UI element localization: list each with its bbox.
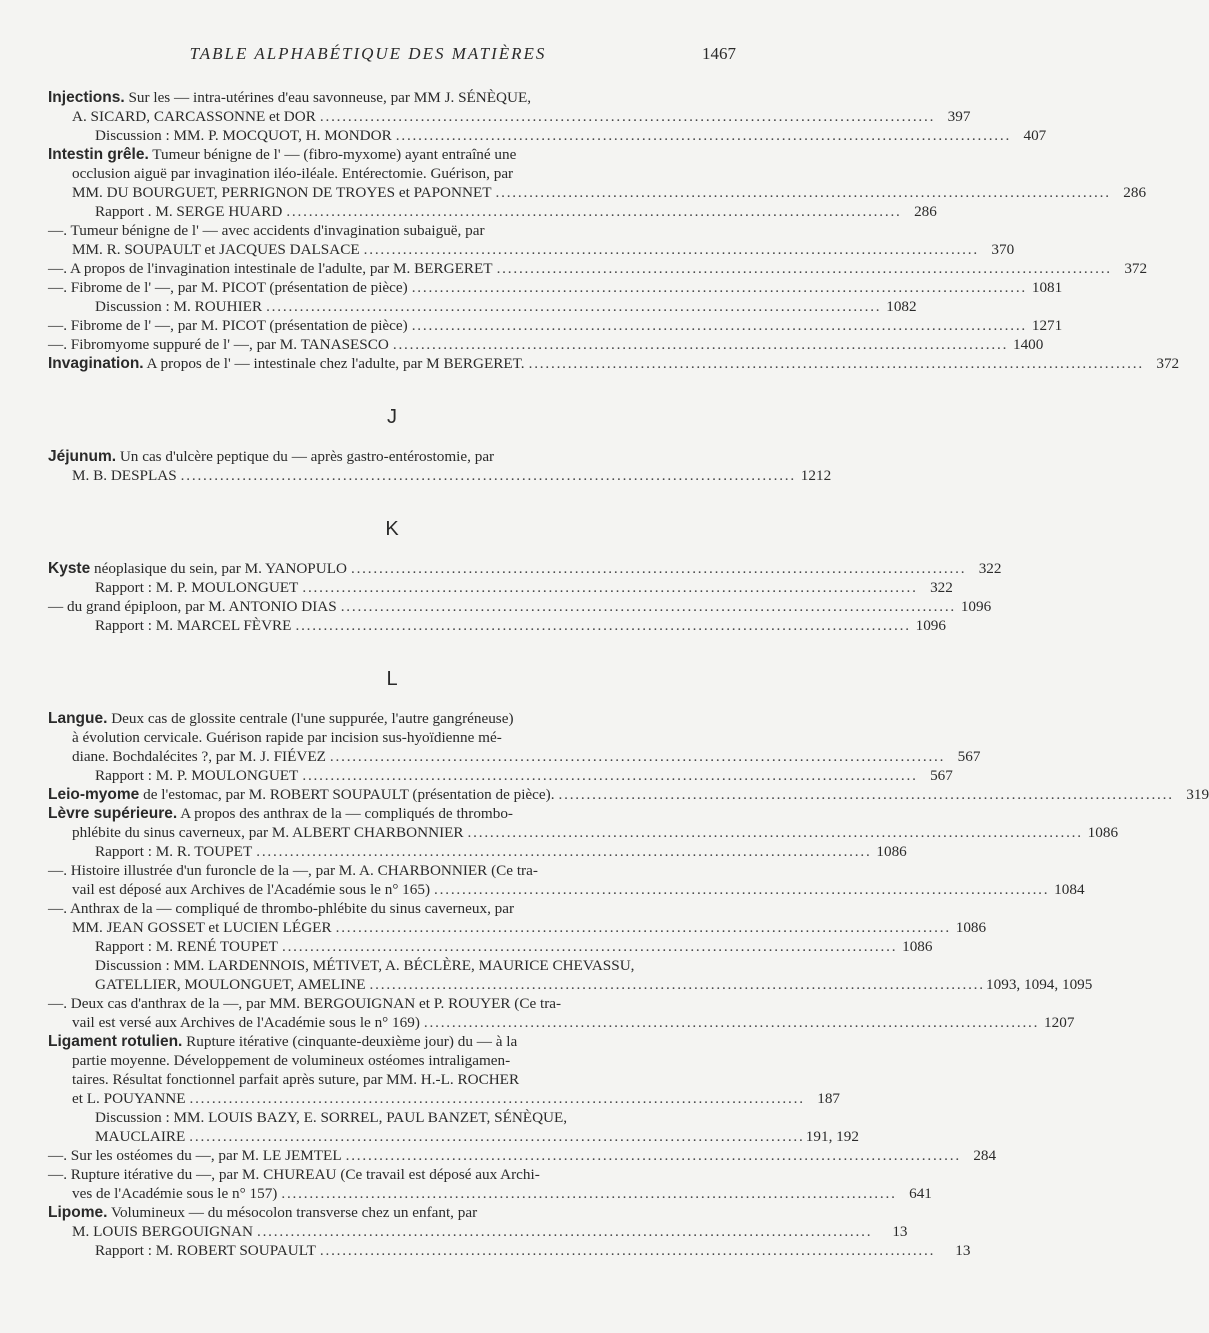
entry-body: Discussion : MM. LARDENNOIS, MÉTIVET, A. BÉCLÈRE, MAURICE CHEVASSU, [95, 957, 635, 974]
entry-body: —. Fibrome de l' —, par M. PICOT (présentation de pièce) [48, 279, 408, 296]
entry-body: Rapport : M. RENÉ TOUPET [95, 938, 278, 955]
index-entry-line [48, 183, 1147, 202]
entry-text [95, 766, 298, 785]
entry-text [48, 145, 516, 164]
entry-page-ref: 1096 [915, 617, 946, 634]
entry-body: A propos de l' — intestinale chez l'adulte, par M BERGERET. [143, 355, 525, 372]
entry-keyword: Jéjunum. [48, 448, 117, 465]
entry-keyword: Injections. [48, 89, 125, 106]
dot-leader [346, 1146, 959, 1165]
index-entry-line [48, 335, 1044, 354]
index-entry-line [48, 1032, 736, 1051]
dot-leader [320, 1241, 933, 1260]
entry-body: taires. Résultat fonctionnel parfait après suture, par MM. H.-L. ROCHER [72, 1071, 520, 1088]
entry-page-ref: 372 [1156, 355, 1180, 372]
entry-body: Rupture itérative (cinquante-deuxième jour) du — à la [182, 1033, 518, 1050]
entry-keyword: Invagination. [48, 355, 144, 372]
entry-text [72, 728, 502, 747]
entry-text [48, 1146, 342, 1165]
entry-body: —. Fibrome de l' —, par M. PICOT (présentation de pièce) [48, 317, 408, 334]
entry-page-ref: 1082 [886, 298, 917, 315]
dot-leader [281, 1184, 894, 1203]
dot-leader [412, 316, 1025, 335]
entry-body: Volumineux — du mésocolon transverse chez un enfant, par [107, 1204, 478, 1221]
entry-text [72, 747, 326, 766]
index-entry-line [48, 221, 736, 240]
entry-page-ref: 1081 [1031, 279, 1063, 296]
entry-body: néoplasique du sein, par M. YANOPULO [90, 560, 347, 577]
entry-body: à évolution cervicale. Guérison rapide par incision sus-hyoïdienne mé- [72, 729, 502, 746]
entry-text [48, 1032, 517, 1051]
entry-text [72, 183, 492, 202]
entry-body: Sur les — intra-utérines d'eau savonneuse, par MM J. SÉNÈQUE, [124, 89, 532, 106]
entry-text [72, 107, 316, 126]
entry-text [48, 709, 514, 728]
dot-leader [529, 354, 1142, 373]
entry-body: phlébite du sinus caverneux, par M. ALBERT CHARBONNIER [72, 824, 464, 841]
entry-text [72, 466, 177, 485]
index-entry-line [48, 240, 1015, 259]
entry-body: —. Rupture itérative du —, par M. CHUREAU (Ce travail est déposé aux Archi- [48, 1166, 540, 1183]
index-entry-line [48, 126, 1047, 145]
index-entry-line [48, 918, 987, 937]
entry-body: Rapport : M. P. MOULONGUET [95, 767, 299, 784]
index-entry-line [48, 785, 1209, 804]
entry-text [95, 126, 392, 145]
entry-body: Rapport : M. P. MOULONGUET [95, 579, 299, 596]
entry-body: —. Histoire illustrée d'un furoncle de la —, par M. A. CHARBONNIER (Ce tra- [48, 862, 538, 879]
entry-text [48, 335, 389, 354]
index-entry-line [48, 447, 736, 466]
entry-page-ref: 370 [991, 241, 1015, 258]
entry-text [48, 278, 408, 297]
index-entry-line [48, 861, 736, 880]
entry-text [48, 861, 538, 880]
entry-text [48, 316, 408, 335]
entry-text [95, 956, 634, 975]
dot-leader [189, 1089, 802, 1108]
index-entry-line [48, 1241, 971, 1260]
entry-text [72, 240, 360, 259]
entry-page-ref: 13 [955, 1242, 971, 1259]
running-title: TABLE ALPHABÉTIQUE DES MATIÈRES [189, 44, 547, 63]
index-entry-line [48, 297, 917, 316]
entry-page-ref: 286 [914, 203, 937, 220]
index-entry-line [48, 956, 736, 975]
entry-page-ref: 191, 192 [805, 1128, 859, 1145]
entry-body: A propos des anthrax de la — compliqués de thrombo- [177, 805, 513, 822]
entry-body: vail est versé aux Archives de l'Académie sous le n° 169) [72, 1014, 420, 1031]
entry-page-ref: 319 [1186, 786, 1209, 803]
index-entry-line [48, 1070, 736, 1089]
entry-text [48, 221, 485, 240]
dot-leader [320, 107, 933, 126]
entry-page-ref: 567 [957, 748, 981, 765]
index-entry-line [48, 899, 736, 918]
entry-body: ves de l'Académie sous le n° 157) [72, 1185, 278, 1202]
section-spacer [48, 485, 736, 499]
entry-page-ref: 13 [892, 1223, 908, 1240]
index-entry-line [48, 747, 981, 766]
entry-body: Un cas d'ulcère peptique du — après gastro-entérostomie, par [116, 448, 495, 465]
entry-page-ref: 187 [817, 1090, 840, 1107]
entry-page-ref: 372 [1124, 260, 1148, 277]
dot-leader [302, 578, 915, 597]
entry-page-ref: 1086 [1087, 824, 1119, 841]
index-entry-line [48, 1108, 736, 1127]
entry-keyword: Intestin grêle. [48, 146, 149, 163]
entry-text [72, 823, 464, 842]
index-entry-line [48, 766, 953, 785]
index-entry-line [48, 597, 992, 616]
section-spacer [48, 635, 736, 649]
entry-keyword: Leio-myome [48, 786, 140, 803]
entry-page-ref: 641 [909, 1185, 932, 1202]
index-entry-line [48, 728, 736, 747]
entry-body: partie moyenne. Développement de volumineux ostéomes intraligamen- [72, 1052, 511, 1069]
dot-leader [256, 842, 869, 861]
entry-body: —. Deux cas d'anthrax de la —, par MM. BERGOUIGNAN et P. ROUYER (Ce tra- [48, 995, 562, 1012]
entry-text [48, 785, 555, 804]
index-entry-line [48, 709, 736, 728]
entry-text [95, 578, 298, 597]
entry-text [95, 842, 252, 861]
entry-page-ref: 1084 [1054, 881, 1085, 898]
entry-body: Rapport . M. SERGE HUARD [95, 203, 283, 220]
dot-leader [434, 880, 1047, 899]
entry-body: Discussion : M. ROUHIER [95, 298, 263, 315]
entry-keyword: Langue. [48, 710, 108, 727]
entry-body: MM. R. SOUPAULT et JACQUES DALSACE [72, 241, 360, 258]
index-content [48, 88, 1209, 1260]
dot-leader [393, 335, 1006, 354]
index-entry-line [48, 1089, 840, 1108]
entry-text [95, 1241, 316, 1260]
entry-text [48, 354, 525, 373]
entry-text [72, 1013, 420, 1032]
entry-page-ref: 1086 [876, 843, 907, 860]
dot-leader [364, 240, 977, 259]
dot-leader [181, 466, 794, 485]
index-entry-line [48, 1127, 859, 1146]
index-entry-line [48, 354, 1180, 373]
index-entry-line [48, 466, 832, 485]
entry-page-ref: 322 [978, 560, 1002, 577]
entry-text [72, 1222, 253, 1241]
entry-body: Discussion : MM. LOUIS BAZY, E. SORREL, PAUL BANZET, SÉNÈQUE, [95, 1109, 568, 1126]
entry-text [72, 1051, 510, 1070]
entry-body: M. LOUIS BERGOUIGNAN [72, 1223, 253, 1240]
index-entry-line [48, 88, 736, 107]
page-header [48, 44, 736, 70]
index-entry-line [48, 107, 971, 126]
entry-text [72, 1070, 519, 1089]
entry-page-ref: 407 [1023, 127, 1047, 144]
entry-page-ref: 322 [930, 579, 953, 596]
entry-body: A. SICARD, CARCASSONNE et DOR [72, 108, 316, 125]
dot-leader [351, 559, 964, 578]
dot-leader [341, 597, 954, 616]
entry-text [48, 899, 514, 918]
entry-text [95, 616, 291, 635]
entry-keyword: Ligament rotulien. [48, 1033, 183, 1050]
entry-text [48, 559, 347, 578]
entry-body: —. A propos de l'invagination intestinale de l'adulte, par M. BERGERET [48, 260, 493, 277]
entry-text [48, 88, 531, 107]
entry-text [72, 1184, 277, 1203]
dot-leader [286, 202, 899, 221]
index-entry-line [48, 1222, 908, 1241]
entry-body: — du grand épiploon, par M. ANTONIO DIAS [48, 598, 337, 615]
entry-body: Rapport : M. ROBERT SOUPAULT [95, 1242, 316, 1259]
index-entry-line [48, 259, 1148, 278]
section-spacer [48, 373, 736, 387]
entry-text [72, 918, 332, 937]
entry-text [95, 937, 278, 956]
index-entry-line [48, 164, 736, 183]
index-entry-line [48, 975, 1093, 994]
dot-leader [497, 259, 1110, 278]
entry-body: MM. DU BOURGUET, PERRIGNON DE TROYES et PAPONNET [72, 184, 492, 201]
index-entry-line [48, 994, 736, 1013]
entry-text [95, 1127, 185, 1146]
entry-body: de l'estomac, par M. ROBERT SOUPAULT (présentation de pièce). [139, 786, 555, 803]
index-entry-line [48, 1203, 736, 1222]
entry-text [48, 447, 494, 466]
dot-leader [282, 937, 895, 956]
index-entry-line [48, 578, 953, 597]
entry-text [95, 297, 262, 316]
index-entry-line [48, 278, 1063, 297]
entry-text [48, 804, 513, 823]
dot-leader [266, 297, 879, 316]
entry-body: —. Sur les ostéomes du —, par M. LE JEMTEL [48, 1147, 342, 1164]
entry-text [72, 164, 513, 183]
index-entry-line [48, 823, 1119, 842]
page-number: 1467 [702, 44, 736, 63]
dot-leader [257, 1222, 870, 1241]
entry-page-ref: 567 [930, 767, 953, 784]
entry-text [48, 259, 493, 278]
index-entry-line [48, 1013, 1075, 1032]
entry-text [72, 880, 430, 899]
section-letter: K [385, 518, 399, 540]
entry-body: —. Anthrax de la — compliqué de thrombo-phlébite du sinus caverneux, par [48, 900, 515, 917]
entry-body: M. B. DESPLAS [72, 467, 177, 484]
section-letter: J [387, 406, 397, 428]
entry-body: Rapport : M. R. TOUPET [95, 843, 253, 860]
entry-body: diane. Bochdalécites ?, par M. J. FIÉVEZ [72, 748, 326, 765]
index-entry-line [48, 880, 1085, 899]
entry-text [48, 1203, 477, 1222]
index-entry-line [48, 1051, 736, 1070]
entry-body: Tumeur bénigne de l' — (fibro-myxome) ayant entraîné une [148, 146, 517, 163]
dot-leader [336, 918, 949, 937]
entry-page-ref: 286 [1123, 184, 1147, 201]
dot-leader [295, 616, 908, 635]
index-entry-line [48, 937, 933, 956]
entry-body: Discussion : MM. P. MOCQUOT, H. MONDOR [95, 127, 392, 144]
dot-leader [370, 975, 983, 994]
entry-text [48, 994, 561, 1013]
entry-keyword: Lèvre supérieure. [48, 805, 178, 822]
dot-leader [424, 1013, 1037, 1032]
index-entry-line [48, 559, 1002, 578]
entry-text [48, 597, 337, 616]
index-entry-line [48, 316, 1063, 335]
index-entry-line [48, 1146, 997, 1165]
entry-text [48, 1165, 540, 1184]
index-entry-line [48, 1165, 736, 1184]
entry-body: —. Tumeur bénigne de l' — avec accidents d'invagination subaiguë, par [48, 222, 485, 239]
entry-text [95, 1108, 567, 1127]
entry-body: occlusion aiguë par invagination iléo-iléale. Entérectomie. Guérison, par [72, 165, 514, 182]
entry-body: GATELLIER, MOULONGUET, AMELINE [95, 976, 366, 993]
entry-body: Rapport : M. MARCEL FÈVRE [95, 617, 292, 634]
entry-page-ref: 1096 [960, 598, 992, 615]
dot-leader [496, 183, 1109, 202]
entry-keyword: Kyste [48, 560, 91, 577]
index-entry-line [48, 145, 736, 164]
entry-body: et L. POUYANNE [72, 1090, 186, 1107]
entry-text [72, 1089, 185, 1108]
index-entry-line [48, 1184, 932, 1203]
entry-body: —. Fibromyome suppuré de l' —, par M. TANASESCO [48, 336, 389, 353]
entry-keyword: Lipome. [48, 1204, 108, 1221]
entry-page-ref: 284 [973, 1147, 997, 1164]
entry-body: MM. JEAN GOSSET et LUCIEN LÉGER [72, 919, 332, 936]
entry-page-ref: 1271 [1031, 317, 1063, 334]
dot-leader [330, 747, 943, 766]
index-entry-line [48, 842, 907, 861]
entry-page-ref: 1212 [800, 467, 832, 484]
entry-body: MAUCLAIRE [95, 1128, 186, 1145]
entry-page-ref: 1086 [955, 919, 987, 936]
entry-text [95, 975, 366, 994]
entry-page-ref: 1093, 1094, 1095 [986, 976, 1093, 993]
index-entry-line [48, 202, 937, 221]
dot-leader [412, 278, 1025, 297]
entry-page-ref: 1207 [1044, 1014, 1075, 1031]
entry-page-ref: 1086 [902, 938, 933, 955]
entry-body: vail est déposé aux Archives de l'Académie sous le n° 165) [72, 881, 431, 898]
dot-leader [468, 823, 1081, 842]
index-entry-line [48, 804, 736, 823]
entry-page-ref: 1400 [1012, 336, 1044, 353]
dot-leader [559, 785, 1172, 804]
section-letter: L [386, 668, 398, 690]
index-entry-line [48, 616, 946, 635]
dot-leader [189, 1127, 802, 1146]
entry-page-ref: 397 [947, 108, 971, 125]
entry-text [95, 202, 282, 221]
dot-leader [396, 126, 1009, 145]
entry-body: Deux cas de glossite centrale (l'une suppurée, l'autre gangréneuse) [107, 710, 514, 727]
dot-leader [302, 766, 915, 785]
